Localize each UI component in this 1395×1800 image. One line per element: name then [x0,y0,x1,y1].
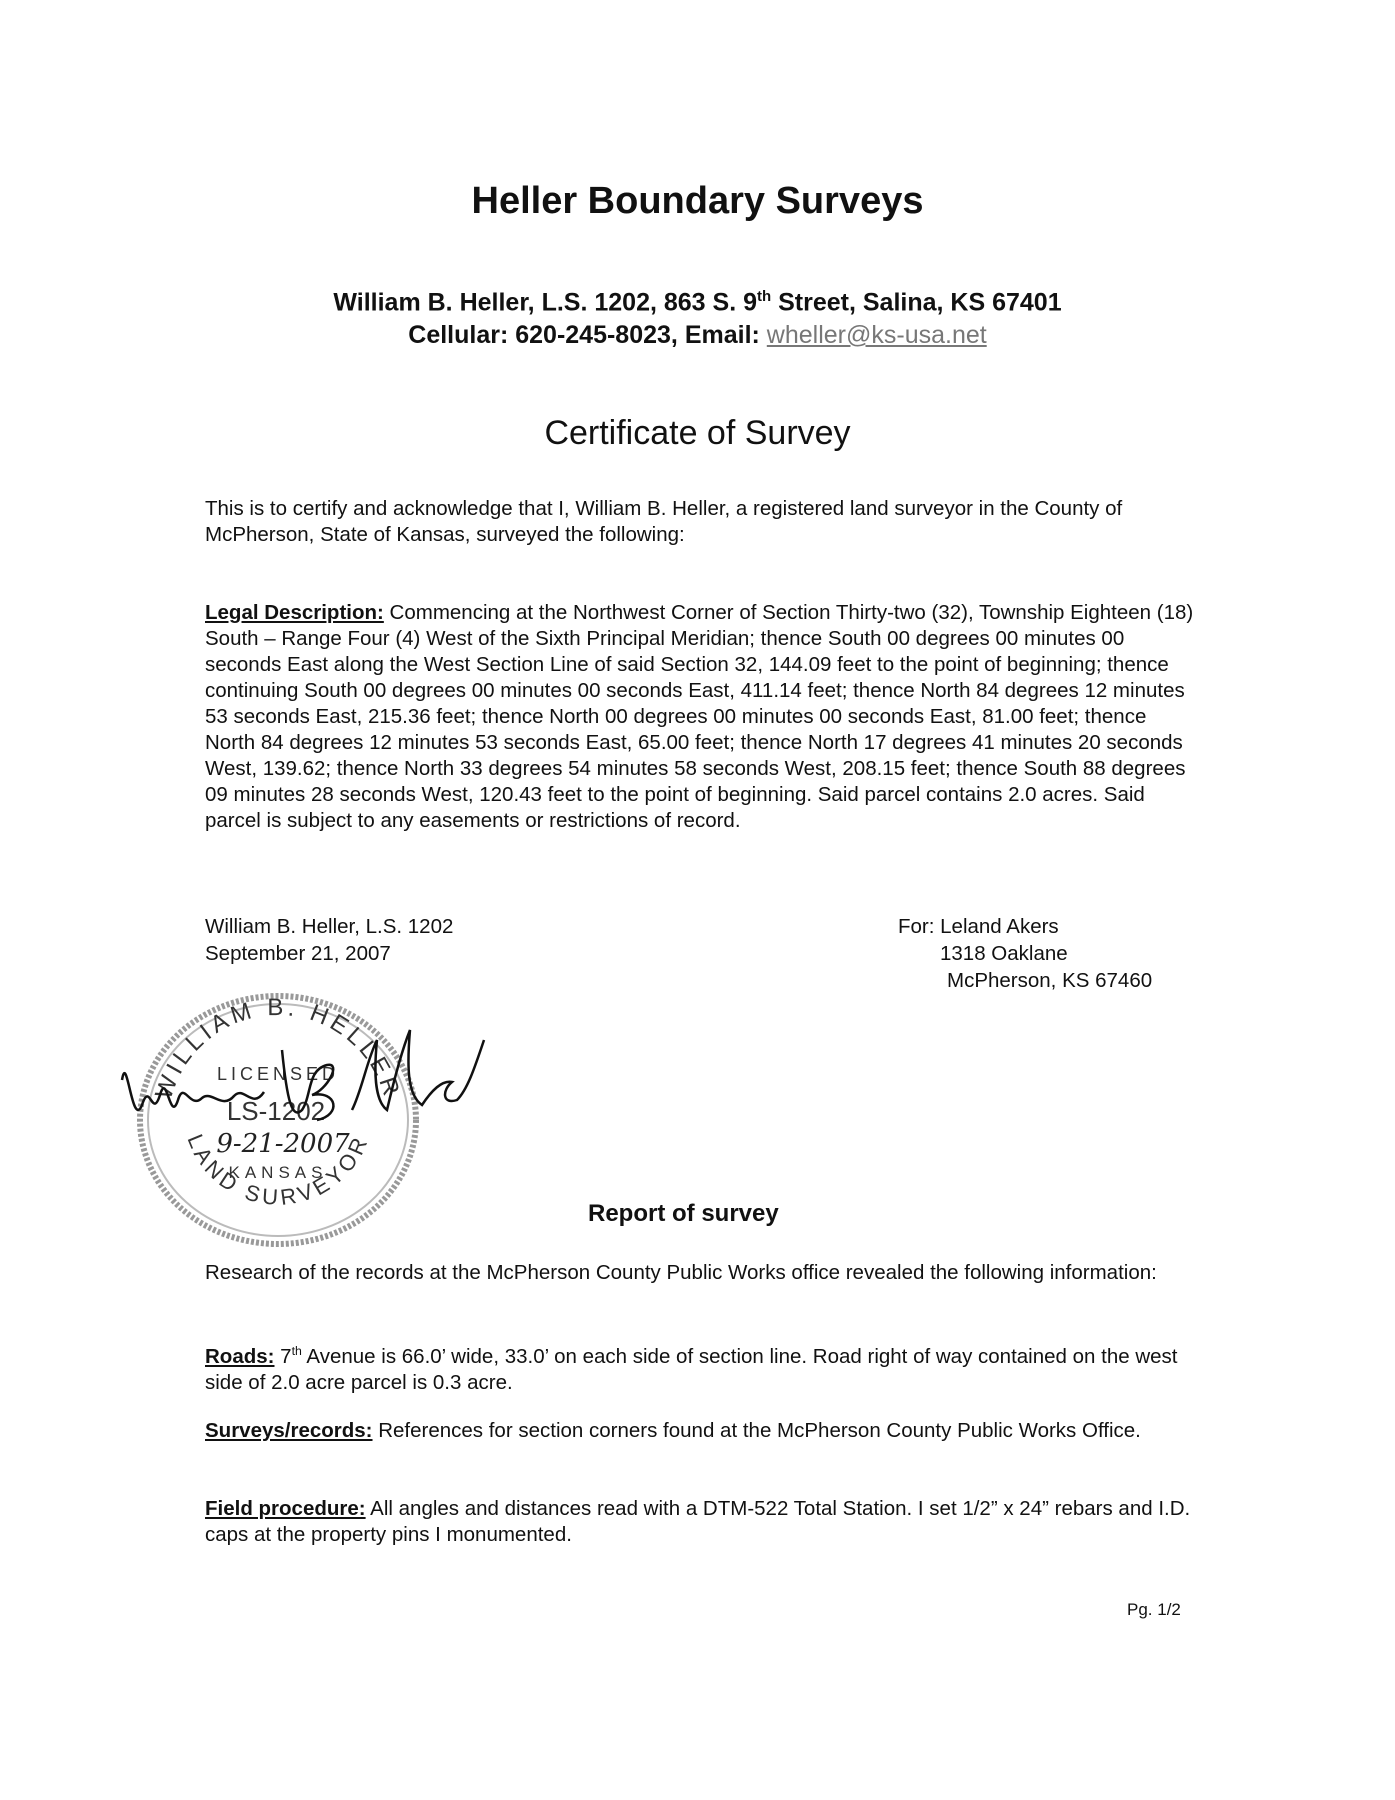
certification-statement: This is to certify and acknowledge that I, William B. Heller, a registered land surveyor in the County of McPherson, State of Kansas, surveyed the following: [205,497,1123,546]
research-paragraph: Research of the records at the McPherson County Public Works office revealed the following information: [205,1261,1157,1284]
page-number: Pg. 1/2 [1127,1600,1181,1619]
legal-description-label: Legal Description: [205,601,384,624]
handwritten-signature [112,1010,492,1160]
surveyor-address-line: William B. Heller, L.S. 1202, 863 S. 9th Street, Salina, KS 67401 [333,288,1062,317]
field-procedure-label: Field procedure: [205,1497,366,1520]
seal-top-arc: WILLIAM B. HELLER [150,993,406,1103]
contact-line: Cellular: 620-245-8023, Email: wheller@ks-usa.net [408,321,987,349]
seal-handwritten-date: 9-21-2007 [216,1129,350,1159]
client-name: For: Leland Akers [898,915,1059,938]
client-block [898,913,1152,994]
seal-state: KANSAS [228,1163,328,1182]
roads-label: Roads: [205,1344,275,1368]
field-procedure-paragraph: Field procedure: All angles and distances read with a DTM-522 Total Station. I set 1/2” x 24” rebars and I.D. caps at the property pins I monumented. [205,1497,1191,1546]
email-link[interactable]: wheller@ks-usa.net [766,321,987,349]
client-street: 1318 Oaklane [940,942,1068,965]
certificate-title: Certificate of Survey [544,414,851,452]
seal-license-number: LS-1202 [226,1096,326,1126]
report-title: Report of survey [588,1200,779,1227]
surveyor-signature-block [205,913,453,967]
survey-date: September 21, 2007 [205,942,391,965]
seal-licensed: LICENSED [216,1064,340,1084]
roads-paragraph: Roads: 7th Avenue is 66.0’ wide, 33.0’ on each side of section line. Road right of way contained on the west side of 2.0 acre parcel is 0.3 acre. [205,1344,1178,1394]
seal-bottom-arc: LAND SURVEYOR [182,1130,374,1211]
client-city: McPherson, KS 67460 [947,969,1153,992]
legal-description: Legal Description: Commencing at the Northwest Corner of Section Thirty-two (32), Township Eighteen (18) South – Range Four (4) West of the Sixth Principal Meridian; thence South 00 degrees 00 minutes 00 seconds East along the West Section Line of said Section 32, 144.09 feet to the point of beginning; thence continuing South 00 degrees 00 minutes 00 seconds East, 411.14 feet; thence North 84 degrees 12 minutes 53 seconds East, 215.36 feet; thence North 00 degrees 00 minutes 00 seconds East, 81.00 feet; thence North 84 degrees 12 minutes 53 seconds East, 65.00 feet; thence North 17 degrees 41 minutes 20 seconds West, 139.62; thence North 33 degrees 54 minutes 58 seconds West, 208.15 feet; thence South 88 degrees 09 minutes 28 seconds West, 120.43 feet to the point of beginning. Said parcel contains 2.0 acres. Said parcel is subject to any easements or restrictions of record. [205,601,1194,832]
company-name: Heller Boundary Surveys [471,180,924,222]
surveyor-name: William B. Heller, L.S. 1202 [205,915,454,938]
surveys-records-label: Surveys/records: [205,1419,373,1442]
surveys-records-paragraph: Surveys/records: References for section corners found at the McPherson County Public Works Office. [205,1419,1141,1442]
